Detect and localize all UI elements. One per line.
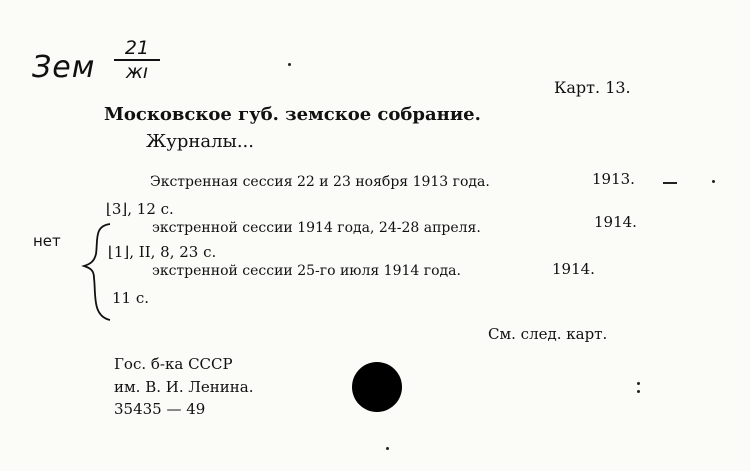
subheading: Журналы...: [146, 131, 254, 152]
scan-speck: [712, 180, 715, 183]
entry-2-pages: ⌊1⌋, II, 8, 23 с.: [108, 243, 217, 261]
scan-speck: [288, 63, 291, 66]
handwritten-fraction-bottom: жı: [125, 61, 149, 83]
library-line-2: им. В. И. Ленина.: [114, 378, 254, 396]
punch-hole: [352, 362, 402, 412]
handwritten-fraction-top: 21: [124, 37, 150, 59]
entry-1-text: Экстренная сессия 22 и 23 ноября 1913 года.: [150, 174, 490, 190]
entry-3-year: 1914.: [552, 260, 595, 278]
entry-2-year: 1914.: [594, 213, 637, 231]
entry-2-text: экстренной сессии 1914 года, 24-28 апреля.: [152, 220, 481, 236]
scan-speck: [637, 382, 640, 385]
see-next-card: См. след. карт.: [488, 325, 608, 343]
scan-mark: [663, 182, 677, 184]
library-line-1: Гос. б-ка СССР: [114, 355, 233, 373]
entry-3-pages: 11 с.: [112, 289, 150, 307]
handwritten-margin-note: нет: [33, 232, 61, 250]
handwritten-brace: [78, 220, 114, 324]
card-number: Карт. 13.: [554, 78, 631, 97]
entry-3-text: экстренной сессии 25-го июля 1914 года.: [152, 263, 461, 279]
handwritten-shelf-word: Зем: [32, 50, 96, 85]
handwritten-fraction: [112, 38, 162, 82]
scan-speck: [637, 390, 640, 393]
entry-1-pages: ⌊3⌋, 12 с.: [106, 200, 174, 218]
heading: Московское губ. земское собрание.: [104, 104, 481, 125]
entry-1-year: 1913.: [592, 170, 635, 188]
scan-speck: [386, 447, 389, 450]
library-line-3: 35435 — 49: [114, 400, 206, 418]
